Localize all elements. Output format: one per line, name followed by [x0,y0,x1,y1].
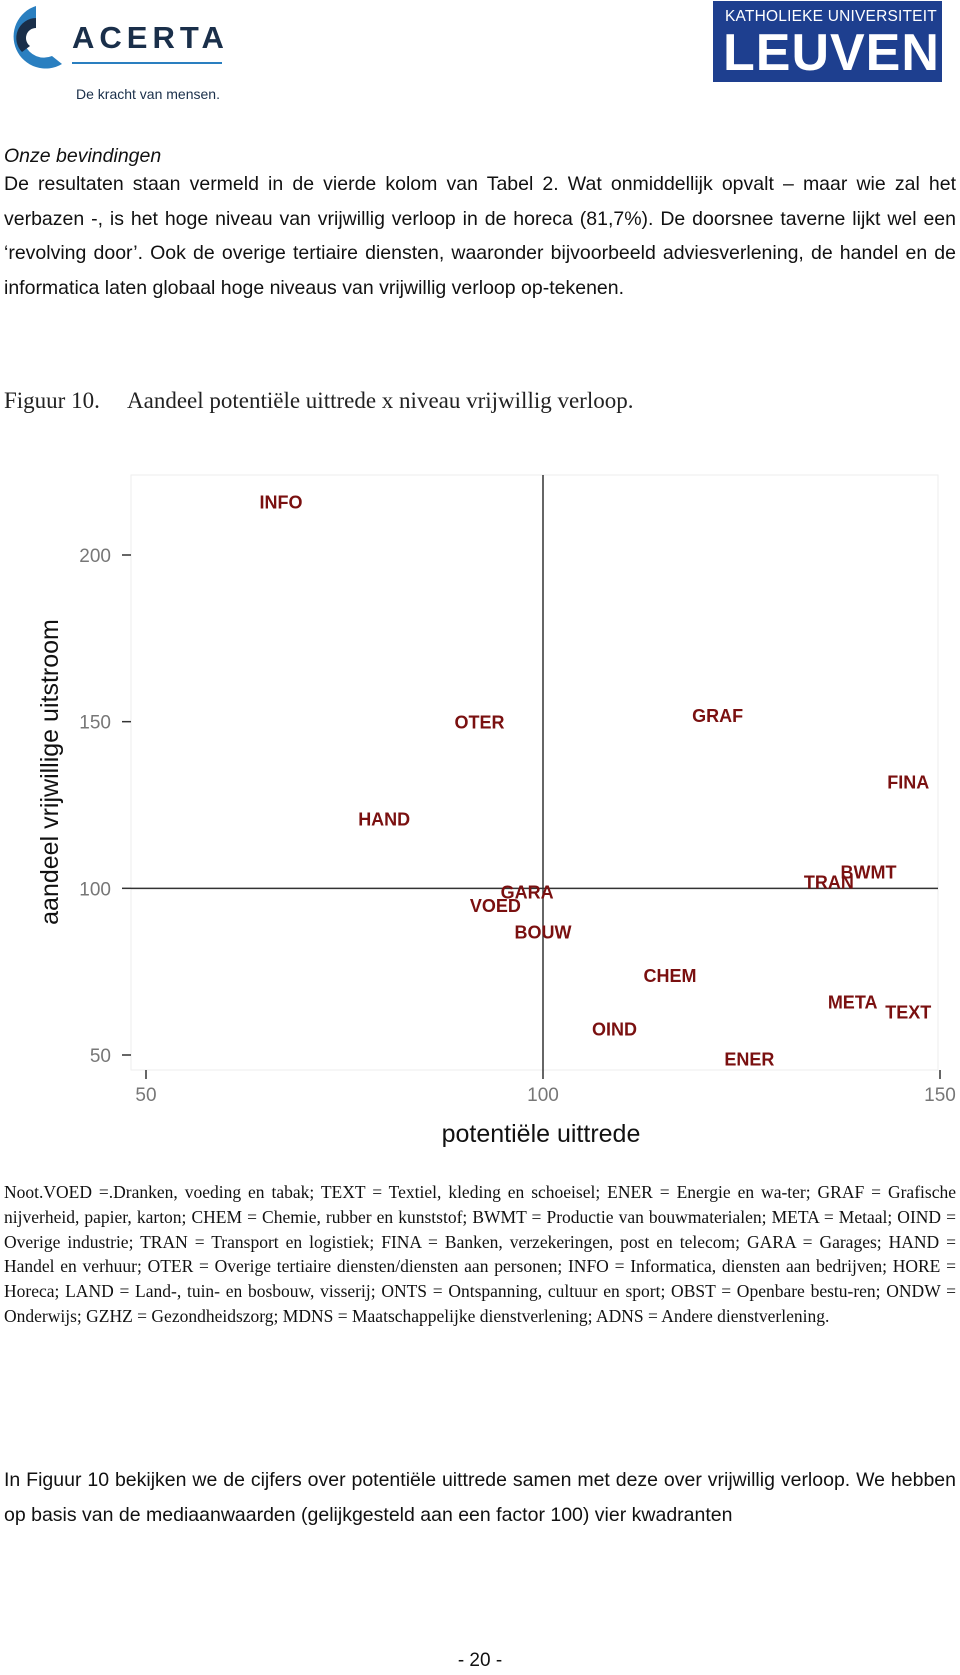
y-axis-label: aandeel vrijwillige uitstroom [36,619,64,925]
point-label-graf: GRAF [692,706,744,726]
point-label-oind: OIND [591,1019,637,1040]
kul-logo-main-text: LEUVEN [723,24,940,82]
figure-number: Figuur 10. [4,388,100,413]
point-label-hand: HAND [358,809,411,830]
y-tick-label: 150 [79,712,111,734]
figure-caption [4,388,633,414]
scatter-chart [0,460,960,1160]
plot-panel [131,475,938,1070]
figure-note: Noot.VOED =.Dranken, voeding en tabak; TEXT = Textiel, kleding en schoeisel; ENER = Energie en wa-ter; GRAF = Grafische nijverheid, papier, karton; CHEM = Chemie, rubber en kunststof; BWMT = Productie van bouwmaterialen; META = Metaal; OIND = Overige industrie; TRAN = Transport en logistiek; FINA = Banken, verzekeringen, post en telecom; GARA = Garages; HAND = Handel en verhuur; OTER = Overige tertiaire diensten/diensten aan personen; INFO = Informatica, diensten aan bedrijven; HORE = Horeca; LAND = Land-, tuin- en bosbouw, visserij; ONTS = Ontspanning, cultuur en sport; OBST = Openbare bestu-ren; ONDW = Onderwijs; GZHZ = Gezondheidszorg; MDNS = Maatschappelijke dienstverlening; ADNS = Andere dienstverlening. [4,1182,956,1326]
point-label-text: TEXT [885,1002,932,1023]
acerta-divider [72,62,222,64]
point-label-fina: FINA [887,772,930,793]
point-label-oter: OTER [454,712,505,733]
x-tick-label: 50 [135,1085,157,1106]
x-tick-label: 150 [924,1085,956,1106]
point-label-chem: CHEM [643,966,697,986]
point-label-tran: TRAN [803,872,854,893]
x-tick-label: 100 [527,1085,559,1106]
point-label-gara: GARA [500,882,554,903]
point-label-meta: META [827,992,878,1013]
page-number: - 20 - [457,1650,503,1671]
kul-logo-top-text: KATHOLIEKE UNIVERSITEIT [725,8,937,25]
y-tick-label: 200 [79,546,111,567]
kul-logo [713,1,942,82]
y-tick-label: 50 [89,1046,111,1067]
point-label-voed: VOED [469,896,521,916]
point-label-ener: ENER [724,1049,775,1070]
acerta-tagline: De kracht van mensen. [76,86,220,102]
x-axis-label: potentiële uittrede [441,1120,641,1148]
acerta-logo [0,0,230,110]
acerta-wordmark: ACERTA [72,20,229,55]
point-label-bwmt: BWMT [840,862,897,883]
section-heading: Onze bevindingen [4,145,162,167]
point-label-info: INFO [259,492,303,513]
intro-paragraph: De resultaten staan vermeld in de vierde kolom van Tabel 2. Wat onmiddellijk opvalt – maar wie zal het verbazen -, is het hoge niveau van vrijwillig verloop in de horeca (81,7%). De doorsnee taverne lijkt wel een ‘revolving door’. Ook de overige tertiaire diensten, waaronder bijvoorbeeld adviesverlening, de handel en de informatica laten globaal hoge niveaus van vrijwillig verloop op-tekenen. [4,173,956,299]
y-tick-label: 100 [79,879,111,901]
point-label-bouw: BOUW [514,922,572,943]
closing-paragraph: In Figuur 10 bekijken we de cijfers over potentiële uittrede samen met deze over vrijwillig verloop. We hebben op basis van de mediaanwaarden (gelijkgesteld aan een factor 100) vier kwadranten [4,1469,956,1526]
acerta-logo-mark-icon [0,0,70,78]
figure-title: Aandeel potentiële uittrede x niveau vrijwillig verloop. [127,388,634,413]
